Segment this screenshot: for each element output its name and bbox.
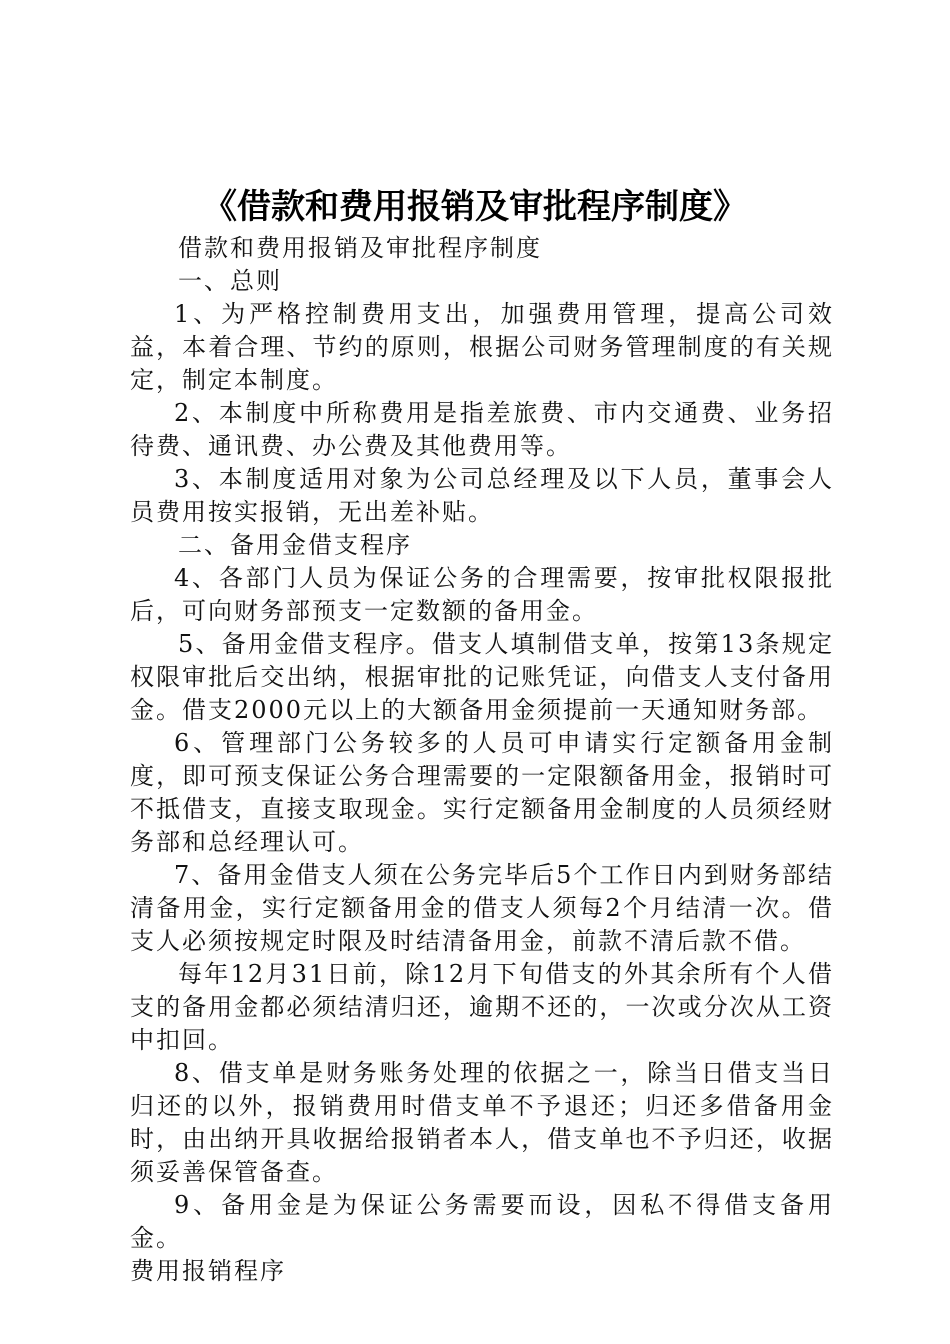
paragraph-item-2: 2、本制度中所称费用是指差旅费、市内交通费、业务招待费、通讯费、办公费及其他费用等。 <box>130 399 834 460</box>
paragraph-item-8: 8、借支单是财务账务处理的依据之一，除当日借支当日归还的以外，报销费用时借支单不予退还；归还多借备用金时，由出纳开具收据给报销者本人，借支单也不予归还，收据须妥善保管备查。 <box>130 1059 834 1186</box>
section-heading-general: 一、总则 <box>178 267 282 295</box>
section-heading-reimbursement: 费用报销程序 <box>130 1257 286 1285</box>
paragraph-item-7: 7、备用金借支人须在公务完毕后5个工作日内到财务部结清备用金，实行定额备用金的借支人须每2个月结清一次。借支人必须按规定时限及时结清备用金，前款不清后款不借。 <box>130 861 834 955</box>
document-subtitle: 借款和费用报销及审批程序制度 <box>178 234 542 262</box>
paragraph-item-7-continued: 每年12月31日前，除12月下旬借支的外其余所有个人借支的备用金都必须结清归还，逾期不还的，一次或分次从工资中扣回。 <box>130 960 834 1054</box>
paragraph-item-4: 4、各部门人员为保证公务的合理需要，按审批权限报批后，可向财务部预支一定数额的备用金。 <box>130 564 834 625</box>
paragraph-item-9: 9、备用金是为保证公务需要而设，因私不得借支备用金。 <box>130 1191 834 1252</box>
paragraph-item-6: 6、管理部门公务较多的人员可申请实行定额备用金制度，即可预支保证公务合理需要的一定限额备用金，报销时可不抵借支，直接支取现金。实行定额备用金制度的人员须经财务部和总经理认可。 <box>130 729 834 856</box>
section-heading-petty-cash: 二、备用金借支程序 <box>178 531 412 559</box>
paragraph-item-5: 5、备用金借支程序。借支人填制借支单，按第13条规定权限审批后交出纳，根据审批的记账凭证，向借支人支付备用金。借支2000元以上的大额备用金须提前一天通知财务部。 <box>130 630 834 724</box>
document-body <box>130 232 834 1288</box>
paragraph-item-1: 1、为严格控制费用支出，加强费用管理，提高公司效益，本着合理、节约的原则，根据公司财务管理制度的有关规定，制定本制度。 <box>130 300 834 394</box>
paragraph-item-3: 3、本制度适用对象为公司总经理及以下人员，董事会人员费用按实报销，无出差补贴。 <box>130 465 834 526</box>
document-title: 《借款和费用报销及审批程序制度》 <box>203 187 747 227</box>
